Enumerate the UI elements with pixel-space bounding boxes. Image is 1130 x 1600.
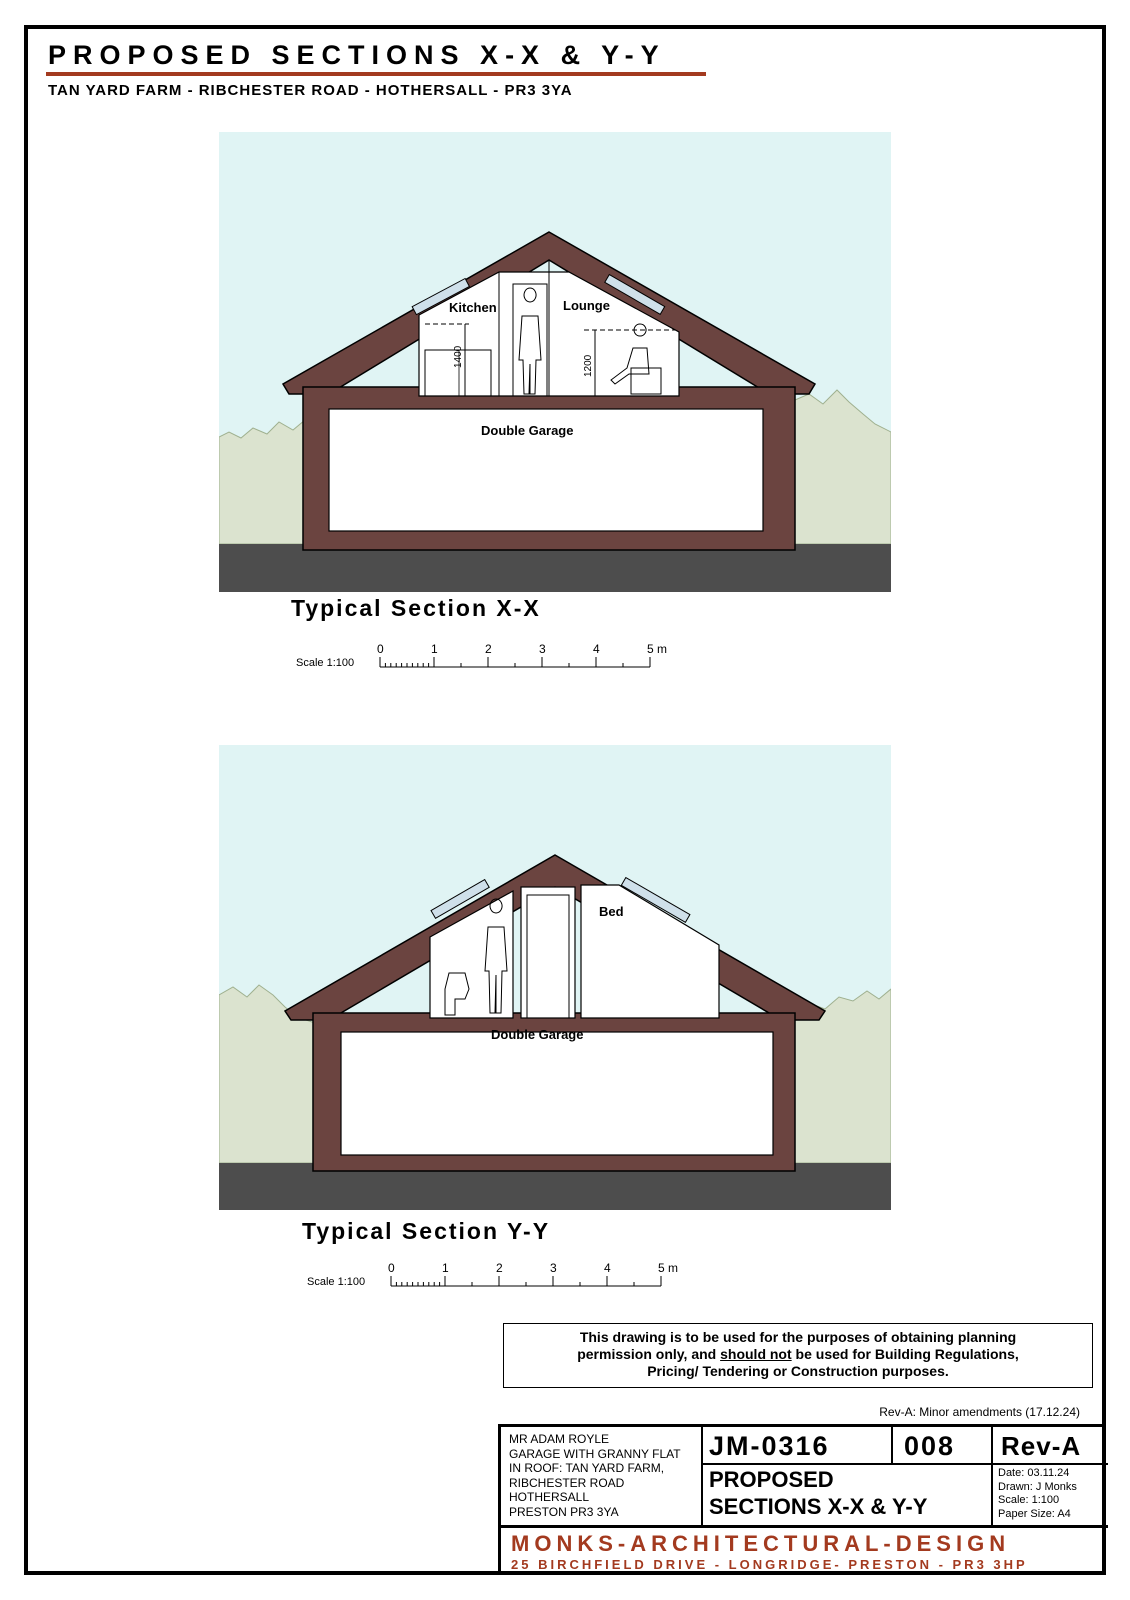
section-xx-scale-label: Scale 1:100 [296,657,355,669]
room-label-lounge: Lounge [563,298,610,313]
title-block-divider [991,1427,993,1525]
scale-tick-label: 5 [658,1262,665,1275]
notice-line-2-b: be used for Building Regulations, [795,1346,1019,1362]
drawing-scale: Scale: 1:100 [998,1494,1060,1506]
site-address: TAN YARD FARM - RIBCHESTER ROAD - HOTHERSALL - PR3 3YA [48,82,573,99]
client-line: RIBCHESTER ROAD [509,1475,625,1490]
title-block-divider [701,1463,1108,1465]
scale-tick-label: 3 [539,643,546,656]
paper-size: Paper Size: A4 [998,1507,1071,1520]
scale-unit: m [657,643,667,656]
drawn-by: Drawn: J Monks [998,1480,1077,1493]
revision-code: Rev-A [1001,1431,1082,1461]
client-line: MR ADAM ROYLE [509,1432,610,1446]
title-block [498,1424,1105,1572]
scale-tick-label: 5 [647,643,654,656]
firm-address: 25 BIRCHFIELD DRIVE - LONGRIDGE- PRESTON - PR3 3HP [511,1557,1028,1572]
firm-name: MONKS-ARCHITECTURAL-DESIGN [511,1531,1011,1556]
section-yy-title: Typical Section Y-Y [302,1218,551,1244]
title-block-divider [501,1525,1108,1528]
dimension-kitchen: 1400 [453,345,464,368]
section-yy-scale-label: Scale 1:100 [307,1276,366,1288]
room-label-bed: Bed [599,904,624,919]
client-line: PRESTON PR3 3YA [509,1504,619,1519]
drawing-number: 008 [904,1431,956,1461]
notice-line-2-a: permission only, and [577,1346,717,1362]
scale-tick-label: 0 [388,1262,395,1275]
section-xx-scale-bar [377,643,677,671]
scale-tick-label: 1 [431,643,438,656]
drawing-date: Date: 03.11.24 [998,1467,1070,1479]
section-yy-scale-bar [388,1262,688,1290]
drawing-title-line-2: SECTIONS X-X & Y-Y [709,1494,928,1519]
title-block-divider [891,1427,893,1463]
drawing-title-line-1: PROPOSED [709,1467,834,1492]
title-underline [46,72,706,76]
room-label-garage: Double Garage [481,423,574,438]
garage-void [341,1032,773,1155]
scale-tick-label: 0 [377,643,384,656]
title-block-divider [701,1427,703,1525]
scale-tick-label: 3 [550,1262,557,1275]
client-details [509,1432,699,1519]
notice-emphasis: should not [720,1346,792,1362]
page-title: PROPOSED SECTIONS X-X & Y-Y [48,40,666,70]
dimension-lounge: 1200 [583,354,594,377]
scale-tick-label: 2 [485,643,492,656]
scale-tick-label: 1 [442,1262,449,1275]
section-yy-drawing [219,745,891,1210]
scale-tick-label: 2 [496,1262,503,1275]
notice-line-3: Pricing/ Tendering or Construction purposes. [647,1363,949,1379]
notice-line-2 [504,1346,1092,1363]
section-xx-drawing [219,132,891,592]
revision-note: Rev-A: Minor amendments (17.12.24) [879,1405,1080,1419]
notice-line-1: This drawing is to be used for the purposes of obtaining planning [579,1329,1017,1345]
tree-left [219,420,315,544]
ground [219,544,891,592]
scale-unit: m [668,1262,678,1275]
section-xx-title: Typical Section X-X [291,595,541,621]
drawing-meta [998,1467,1077,1521]
scale-tick-label: 4 [593,643,600,656]
job-number: JM-0316 [709,1431,830,1461]
client-line: HOTHERSALL [509,1490,590,1504]
client-line: GARAGE WITH GRANNY FLAT [509,1446,681,1461]
client-line: IN ROOF: TAN YARD FARM, [509,1461,665,1475]
room-label-garage: Double Garage [491,1027,584,1042]
room-label-kitchen: Kitchen [449,300,497,315]
planning-notice [503,1323,1093,1388]
loft-void-hall [521,887,575,1018]
scale-tick-label: 4 [604,1262,611,1275]
